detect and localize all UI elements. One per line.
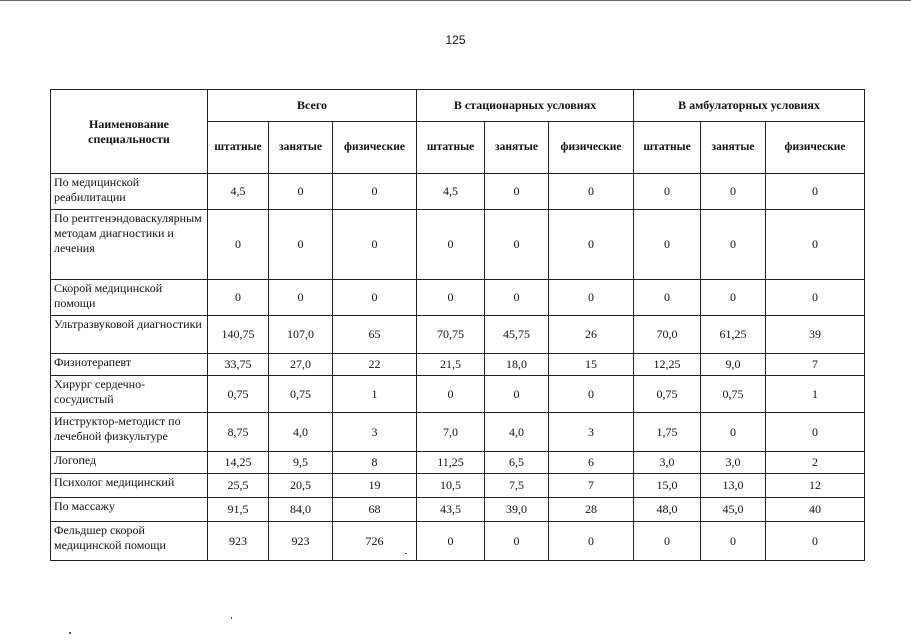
scan-artifact — [231, 617, 232, 619]
table-cell: 26 — [549, 316, 634, 354]
table-cell: 0 — [417, 522, 485, 561]
table-cell: 0 — [485, 174, 549, 210]
table-cell: 0 — [766, 280, 865, 316]
table-cell: 65 — [333, 316, 417, 354]
specialty-name: Психолог медицинский — [51, 474, 208, 498]
page-number: 125 — [445, 33, 466, 47]
column-header: занятые — [701, 122, 766, 174]
table-cell: 0 — [766, 174, 865, 210]
specialty-name-header: Наименование специальности — [51, 90, 208, 174]
table-cell: 0 — [766, 413, 865, 452]
table-cell: 0 — [333, 280, 417, 316]
table-cell: 13,0 — [701, 474, 766, 498]
table-cell: 0 — [549, 280, 634, 316]
table-cell: 14,25 — [208, 452, 269, 474]
table-cell: 0 — [417, 280, 485, 316]
table-cell: 22 — [333, 354, 417, 376]
table-cell: 12 — [766, 474, 865, 498]
table-cell: 0 — [485, 376, 549, 413]
table-cell: 39,0 — [485, 498, 549, 522]
table-cell: 0,75 — [701, 376, 766, 413]
table-cell: 0 — [269, 174, 333, 210]
table-cell: 3,0 — [634, 452, 701, 474]
table-cell: 61,25 — [701, 316, 766, 354]
table-cell: 11,25 — [417, 452, 485, 474]
table-cell: 0 — [549, 376, 634, 413]
table-cell: 7 — [766, 354, 865, 376]
table-cell: 19 — [333, 474, 417, 498]
table-row — [51, 498, 865, 522]
table-cell: 0 — [766, 522, 865, 561]
table-cell: 0,75 — [208, 376, 269, 413]
table-cell: 0 — [333, 174, 417, 210]
table-cell: 0 — [485, 522, 549, 561]
table-cell: 3 — [549, 413, 634, 452]
table-cell: 48,0 — [634, 498, 701, 522]
specialty-name: Инструктор-методист по лечебной физкультуре — [51, 413, 208, 452]
table-cell: 10,5 — [417, 474, 485, 498]
specialty-name: По медицинской реабилитации — [51, 174, 208, 210]
specialty-name: По массажу — [51, 498, 208, 522]
specialty-name: Физиотерапевт — [51, 354, 208, 376]
table-cell: 1,75 — [634, 413, 701, 452]
table-cell: 4,5 — [208, 174, 269, 210]
table-cell: 0 — [549, 210, 634, 280]
table-cell: 0 — [333, 210, 417, 280]
column-header: занятые — [269, 122, 333, 174]
table-row — [51, 474, 865, 498]
column-header: физические — [333, 122, 417, 174]
table-cell: 1 — [333, 376, 417, 413]
table-cell: 70,0 — [634, 316, 701, 354]
table-cell: 27,0 — [269, 354, 333, 376]
table-cell: 45,0 — [701, 498, 766, 522]
table-cell: 68 — [333, 498, 417, 522]
table-cell: 2 — [766, 452, 865, 474]
table-cell: 15 — [549, 354, 634, 376]
table-cell: 4,5 — [417, 174, 485, 210]
column-header: физические — [766, 122, 865, 174]
table-cell: 45,75 — [485, 316, 549, 354]
table-row — [51, 280, 865, 316]
table-cell: 0 — [208, 280, 269, 316]
table-cell: 70,75 — [417, 316, 485, 354]
table-cell: 0 — [701, 210, 766, 280]
group-header-outpatient: В амбулаторных условиях — [634, 90, 865, 122]
table-cell: 33,75 — [208, 354, 269, 376]
table-cell: 91,5 — [208, 498, 269, 522]
table-cell: 0,75 — [269, 376, 333, 413]
table-row — [51, 174, 865, 210]
table-cell: 4,0 — [269, 413, 333, 452]
scan-top-edge — [0, 0, 911, 1]
table-cell: 18,0 — [485, 354, 549, 376]
specialty-name: Хирург сердечно-сосудистый — [51, 376, 208, 413]
scan-artifact — [69, 632, 71, 634]
table-cell: 7,5 — [485, 474, 549, 498]
table-cell: 140,75 — [208, 316, 269, 354]
table-cell: 25,5 — [208, 474, 269, 498]
table-cell: 12,25 — [634, 354, 701, 376]
table-cell: 0 — [417, 376, 485, 413]
table-cell: 0 — [485, 210, 549, 280]
table-cell: 0 — [634, 280, 701, 316]
table-cell: 7,0 — [417, 413, 485, 452]
table-cell: 8,75 — [208, 413, 269, 452]
group-header-total: Всего — [208, 90, 417, 122]
specialty-name: Логопед — [51, 452, 208, 474]
table-cell: 28 — [549, 498, 634, 522]
table-cell: 0 — [549, 522, 634, 561]
table-row — [51, 210, 865, 280]
table-cell: 0 — [269, 280, 333, 316]
table-cell: 0 — [634, 210, 701, 280]
scan-artifact — [405, 553, 407, 554]
column-header: штатные — [634, 122, 701, 174]
table-row — [51, 376, 865, 413]
table-cell: 40 — [766, 498, 865, 522]
table-cell: 21,5 — [417, 354, 485, 376]
specialty-name: Ультразвуковой диагностики — [51, 316, 208, 354]
specialty-name: По рентгенэндоваскулярным методам диагностики и лечения — [51, 210, 208, 280]
table-cell: 1 — [766, 376, 865, 413]
group-header-inpatient: В стационарных условиях — [417, 90, 634, 122]
table-cell: 0 — [701, 413, 766, 452]
column-header: штатные — [208, 122, 269, 174]
table-cell: 0 — [634, 522, 701, 561]
table-cell: 0 — [417, 210, 485, 280]
specialty-name: Фельдшер скорой медицинской помощи — [51, 522, 208, 561]
table-row — [51, 452, 865, 474]
table-cell: 3 — [333, 413, 417, 452]
table-cell: 20,5 — [269, 474, 333, 498]
table-cell: 8 — [333, 452, 417, 474]
table-cell: 726 — [333, 522, 417, 561]
table-cell: 39 — [766, 316, 865, 354]
table-cell: 0 — [208, 210, 269, 280]
specialty-name: Скорой медицинской помощи — [51, 280, 208, 316]
table-cell: 0 — [701, 174, 766, 210]
table-cell: 6 — [549, 452, 634, 474]
table-cell: 107,0 — [269, 316, 333, 354]
table-cell: 0 — [485, 280, 549, 316]
table-cell: 43,5 — [417, 498, 485, 522]
table-cell: 0,75 — [634, 376, 701, 413]
table-cell: 84,0 — [269, 498, 333, 522]
table-cell: 0 — [549, 174, 634, 210]
table-cell: 3,0 — [701, 452, 766, 474]
table-cell: 923 — [269, 522, 333, 561]
staffing-table — [50, 89, 865, 561]
column-header: штатные — [417, 122, 485, 174]
table-cell: 0 — [701, 280, 766, 316]
table-cell: 0 — [766, 210, 865, 280]
table-cell: 6,5 — [485, 452, 549, 474]
table-cell: 9,5 — [269, 452, 333, 474]
table-cell: 0 — [269, 210, 333, 280]
table-row — [51, 413, 865, 452]
table-row — [51, 316, 865, 354]
column-header: занятые — [485, 122, 549, 174]
table-row — [51, 354, 865, 376]
table-cell: 0 — [701, 522, 766, 561]
table-cell: 7 — [549, 474, 634, 498]
table-cell: 0 — [634, 174, 701, 210]
column-header: физические — [549, 122, 634, 174]
table-row — [51, 522, 865, 561]
table-cell: 4,0 — [485, 413, 549, 452]
table-cell: 923 — [208, 522, 269, 561]
table-cell: 15,0 — [634, 474, 701, 498]
table-cell: 9,0 — [701, 354, 766, 376]
